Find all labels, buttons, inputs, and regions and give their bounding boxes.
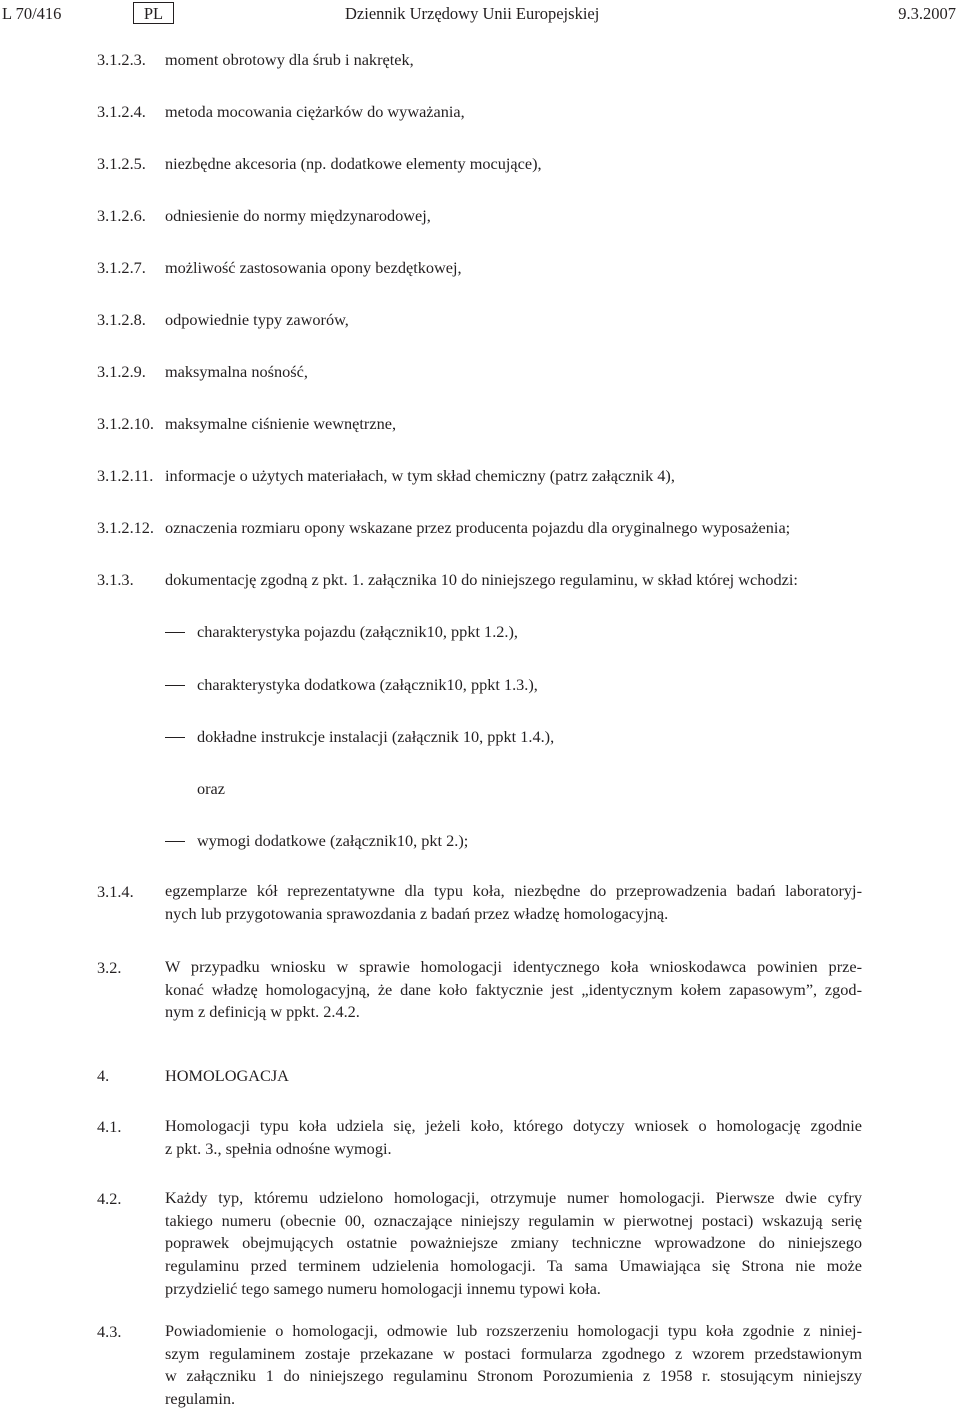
- paragraph-body: [165, 956, 862, 1024]
- item-number: 3.1.2.8.: [97, 310, 146, 329]
- section-title: HOMOLOGACJA: [165, 1066, 289, 1085]
- item-text: oznaczenia rozmiaru opony wskazane przez producenta pojazdu dla oryginalnego wyposażenia;: [165, 518, 791, 537]
- item-number: 3.1.2.3.: [97, 50, 146, 69]
- item-text: maksymalna nośność,: [165, 362, 308, 381]
- item-number: 3.1.2.9.: [97, 362, 146, 381]
- paragraph-line: nym z definicją w ppkt. 2.4.2.: [165, 1002, 360, 1022]
- language-badge: PL: [133, 2, 174, 24]
- item-text: maksymalne ciśnienie wewnętrzne,: [165, 414, 397, 433]
- paragraph-line: w załączniku 1 do niniejszego regulaminu Stronom Porozumienia z 1958 r. stosującym niniejszy: [165, 1366, 862, 1386]
- item-number: 3.1.2.5.: [97, 154, 146, 173]
- paragraph-number: 3.1.4.: [97, 882, 134, 901]
- item-number: 3.1.2.7.: [97, 258, 146, 277]
- item-number: 3.1.2.6.: [97, 206, 146, 225]
- paragraph-body: [165, 1320, 862, 1411]
- item-number: 3.1.2.12.: [97, 518, 154, 537]
- paragraph-line: Każdy typ, któremu udzielono homologacji, otrzymuje numer homologacji. Pierwsze dwie cyfry: [165, 1188, 862, 1207]
- item-number: 3.1.2.4.: [97, 102, 146, 121]
- dash-text: charakterystyka dodatkowa (załącznik10, ppkt 1.3.),: [197, 675, 538, 694]
- item-text: odniesienie do normy międzynarodowej,: [165, 206, 431, 225]
- paragraph-number: 3.2.: [97, 958, 122, 977]
- paragraph-line: konać władzę homologacyjną, że dane koło faktycznie jest „identycznym kołem zapasowym”, zgod-: [165, 979, 862, 999]
- paragraph-body: [165, 880, 862, 925]
- item-text: niezbędne akcesoria (np. dodatkowe elementy mocujące),: [165, 154, 542, 173]
- journal-title: Dziennik Urzędowy Unii Europejskiej: [345, 4, 600, 23]
- paragraph-number: 4.3.: [97, 1322, 122, 1341]
- item-text: możliwość zastosowania opony bezdętkowej,: [165, 258, 462, 277]
- paragraph-line: nych lub przygotowania sprawozdania z badań przez władzę homologacyjną.: [165, 903, 669, 923]
- paragraph-line: egzemplarze kół reprezentatywne dla typu koła, niezbędne do przeprowadzenia badań laboratoryj-: [165, 881, 862, 900]
- page-header: [0, 4, 960, 26]
- item-text: informacje o użytych materiałach, w tym skład chemiczny (patrz załącznik 4),: [165, 466, 675, 485]
- paragraph-body: [165, 1187, 862, 1301]
- paragraph-line: regulaminu przed terminem udzielenia homologacji. Ta sama Umawiająca się Strona nie może: [165, 1256, 862, 1276]
- page-reference: L 70/416: [2, 4, 62, 23]
- item-text: moment obrotowy dla śrub i nakrętek,: [165, 50, 414, 69]
- dash-text: charakterystyka pojazdu (załącznik10, ppkt 1.2.),: [197, 622, 518, 641]
- item-number: 3.1.2.10.: [97, 414, 154, 433]
- dash-marker: [165, 632, 185, 633]
- dash-marker: [165, 685, 185, 686]
- paragraph-line: szym regulaminem zostaje przekazane w postaci formularza zgodnego z wzorem przedstawionym: [165, 1343, 862, 1363]
- paragraph-body: [165, 1115, 862, 1160]
- item-number: 3.1.2.11.: [97, 466, 154, 485]
- dash-marker: [165, 737, 185, 738]
- paragraph-line: Homologacji typu koła udziela się, jeżeli koło, którego dotyczy wniosek o homologację zgodnie: [165, 1116, 862, 1135]
- paragraph-line: W przypadku wniosku w sprawie homologacji identycznego koła wnioskodawca powinien prze-: [165, 957, 862, 976]
- section-number: 4.: [97, 1066, 110, 1085]
- dash-text: dokładne instrukcje instalacji (załącznik 10, ppkt 1.4.),: [197, 727, 555, 746]
- paragraph-line: przydzielić tego samego numeru homologacji innemu typowi koła.: [165, 1278, 601, 1298]
- paragraph-number: 4.2.: [97, 1189, 122, 1208]
- dash-marker: [165, 841, 185, 842]
- item-text: odpowiednie typy zaworów,: [165, 310, 349, 329]
- paragraph-line: z pkt. 3., spełnia odnośne wymogi.: [165, 1138, 392, 1158]
- item-number: 3.1.3.: [97, 570, 134, 589]
- dash-text: wymogi dodatkowe (załącznik10, pkt 2.);: [197, 831, 469, 850]
- paragraph-line: regulamin.: [165, 1389, 236, 1409]
- paragraph-line: takiego numeru (obecnie 00, oznaczające niniejszy regulamin w pierwotnej postaci) wskazują serię: [165, 1210, 862, 1230]
- publication-date: 9.3.2007: [898, 4, 956, 23]
- paragraph-number: 4.1.: [97, 1117, 122, 1136]
- conjunction-text: oraz: [197, 779, 226, 798]
- paragraph-line: Powiadomienie o homologacji, odmowie lub rozszerzeniu homologacji typu koła zgodnie z niniej-: [165, 1321, 862, 1340]
- item-text: dokumentację zgodną z pkt. 1. załącznika 10 do niniejszego regulaminu, w skład której wchodzi:: [165, 570, 798, 589]
- item-text: metoda mocowania ciężarków do wyważania,: [165, 102, 465, 121]
- paragraph-line: poprawek obejmujących ostatnie poważniejsze zmiany techniczne wprowadzone do niniejszego: [165, 1233, 862, 1253]
